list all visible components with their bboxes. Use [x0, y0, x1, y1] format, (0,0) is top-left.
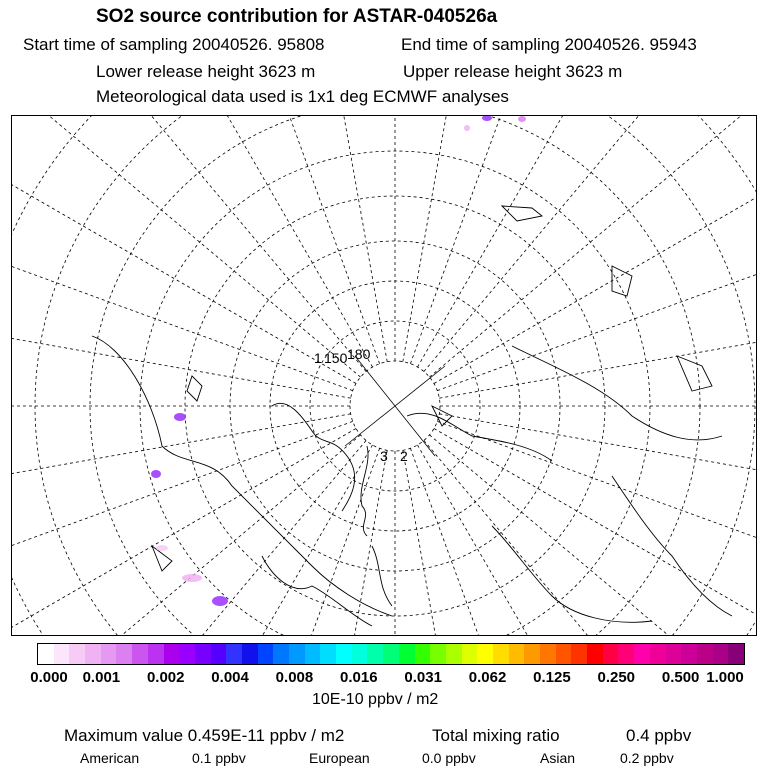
colorbar-segment: [571, 644, 587, 664]
meridian-line: [410, 116, 634, 364]
colorbar-segment: [367, 644, 383, 664]
meridian-line: [12, 429, 356, 637]
colorbar-segment: [273, 644, 289, 664]
plume-patch: [482, 116, 492, 121]
colorbar-tick-label: 0.062: [468, 669, 507, 686]
colorbar-tick-label: 0.016: [340, 669, 378, 686]
colorbar-segment: [195, 644, 211, 664]
colorbar-tick-label: 0.001: [82, 669, 121, 686]
map-label-180: 180: [347, 346, 371, 362]
european-value: 0.0 ppbv: [422, 750, 476, 766]
colorbar-segment: [618, 644, 634, 664]
map-label-1: 1: [314, 350, 322, 366]
coastlines: [92, 206, 732, 626]
colorbar-tick-label: 0.250: [597, 669, 636, 686]
colorbar-segment: [226, 644, 242, 664]
colorbar-segment: [462, 644, 478, 664]
colorbar-segment: [211, 644, 227, 664]
colorbar-tick-label: 1.000: [706, 669, 744, 686]
total-mixing-value: 0.4 ppbv: [626, 726, 692, 745]
asian-label: Asian: [540, 750, 576, 766]
end-time: End time of sampling 20040526. 95943: [401, 35, 697, 54]
latitude-circle: [140, 151, 650, 636]
meridian-line: [437, 421, 757, 636]
plume-patch: [212, 596, 228, 606]
colorbar-segment: [38, 644, 54, 664]
meridian-line: [424, 116, 757, 372]
colorbar-segment: [556, 644, 572, 664]
colorbar-segment: [352, 644, 368, 664]
meridian-line: [273, 450, 387, 636]
latitude-circle: [35, 116, 755, 636]
colorbar-segment: [383, 644, 399, 664]
colorbar-segment: [148, 644, 164, 664]
meridian-line: [12, 435, 361, 636]
plume-patch: [518, 116, 526, 122]
colorbar-tick-label: 0.004: [211, 669, 249, 686]
colorbar-segment: [728, 644, 744, 664]
plume-patch: [151, 470, 161, 478]
map-canvas: [12, 116, 757, 636]
latitude-circle: [12, 116, 757, 636]
plume-patch: [182, 574, 202, 582]
polar-map: [11, 115, 757, 636]
latitude-circle: [90, 116, 700, 636]
meridian-line: [424, 440, 757, 636]
meridian-line: [418, 116, 746, 367]
colorbar-unit: 10E-10 ppbv / m2: [312, 691, 439, 708]
colorbar-segment: [164, 644, 180, 664]
meridian-line: [403, 450, 517, 636]
meridian-line: [439, 414, 757, 528]
colorbar-segment: [85, 644, 101, 664]
colorbar-segment: [587, 644, 603, 664]
colorbar-segment: [446, 644, 462, 664]
colorbar-segment: [493, 644, 509, 664]
colorbar-segment: [697, 644, 713, 664]
colorbar-segment: [477, 644, 493, 664]
colorbar-tick-label: 0.000: [30, 669, 68, 686]
meridian-line: [12, 116, 366, 372]
colorbar-tick-label: 0.008: [275, 669, 314, 686]
colorbar-segment: [289, 644, 305, 664]
upper-release-height: Upper release height 3623 m: [403, 62, 623, 81]
colorbar-tick-label: 0.002: [146, 669, 185, 686]
meridian-line: [45, 116, 373, 367]
colorbar-tick-label: 0.031: [404, 669, 442, 686]
map-label-3: 3: [380, 448, 388, 464]
colorbar-segment: [540, 644, 556, 664]
meridian-line: [156, 448, 380, 636]
meridian-line: [12, 167, 353, 391]
meridian-line: [429, 435, 757, 636]
american-value: 0.1 ppbv: [192, 750, 246, 766]
meridian-line: [45, 445, 373, 636]
colorbar-segment: [713, 644, 729, 664]
colorbar-tick-label: 0.500: [661, 669, 700, 686]
map-label-150: 150: [324, 350, 348, 366]
meridian-line: [437, 167, 757, 391]
start-time: Start time of sampling 20040526. 95808: [23, 35, 325, 54]
american-label: American: [80, 750, 140, 766]
met-data-note: Meteorological data used is 1x1 deg ECMWF analyses: [96, 87, 509, 106]
graticule: [12, 116, 757, 636]
colorbar-segment: [258, 644, 274, 664]
max-value: Maximum value 0.459E-11 ppbv / m2: [64, 726, 345, 745]
plume-patch: [156, 545, 168, 551]
colorbar-segment: [54, 644, 70, 664]
total-mixing-label: Total mixing ratio: [432, 726, 560, 745]
colorbar-segment: [681, 644, 697, 664]
meridian-line: [403, 116, 517, 362]
colorbar-segment: [101, 644, 117, 664]
colorbar-segment: [69, 644, 85, 664]
meridian-line: [434, 429, 757, 637]
colorbar-segment: [524, 644, 540, 664]
colorbar-segment: [509, 644, 525, 664]
colorbar-segment: [399, 644, 415, 664]
colorbar-segment: [242, 644, 258, 664]
colorbar-segment: [430, 644, 446, 664]
plume-patch: [464, 125, 470, 131]
colorbar-segment: [336, 644, 352, 664]
map-label-2: 2: [400, 448, 408, 464]
colorbar-segment: [179, 644, 195, 664]
plume-patch: [174, 413, 186, 421]
meridian-line: [12, 414, 351, 528]
meridian-line: [156, 116, 380, 364]
page-title: SO2 source contribution for ASTAR-040526a: [96, 6, 498, 27]
colorbar-segment: [666, 644, 682, 664]
meridian-line: [12, 284, 351, 398]
colorbar-segment: [305, 644, 321, 664]
european-label: European: [309, 750, 370, 766]
colorbar-tick-label: 0.125: [533, 669, 571, 686]
colorbar-segment: [415, 644, 431, 664]
colorbar: [37, 643, 745, 665]
meridian-line: [418, 445, 746, 636]
colorbar-segment: [132, 644, 148, 664]
meridian-line: [12, 440, 366, 636]
colorbar-segment: [634, 644, 650, 664]
meridian-line: [12, 116, 361, 377]
lower-release-height: Lower release height 3623 m: [96, 62, 316, 81]
colorbar-segment: [116, 644, 132, 664]
asian-value: 0.2 ppbv: [620, 750, 674, 766]
colorbar-segment: [650, 644, 666, 664]
colorbar-segment: [603, 644, 619, 664]
colorbar-segment: [320, 644, 336, 664]
meridian-line: [12, 116, 356, 384]
meridian-line: [410, 448, 634, 636]
